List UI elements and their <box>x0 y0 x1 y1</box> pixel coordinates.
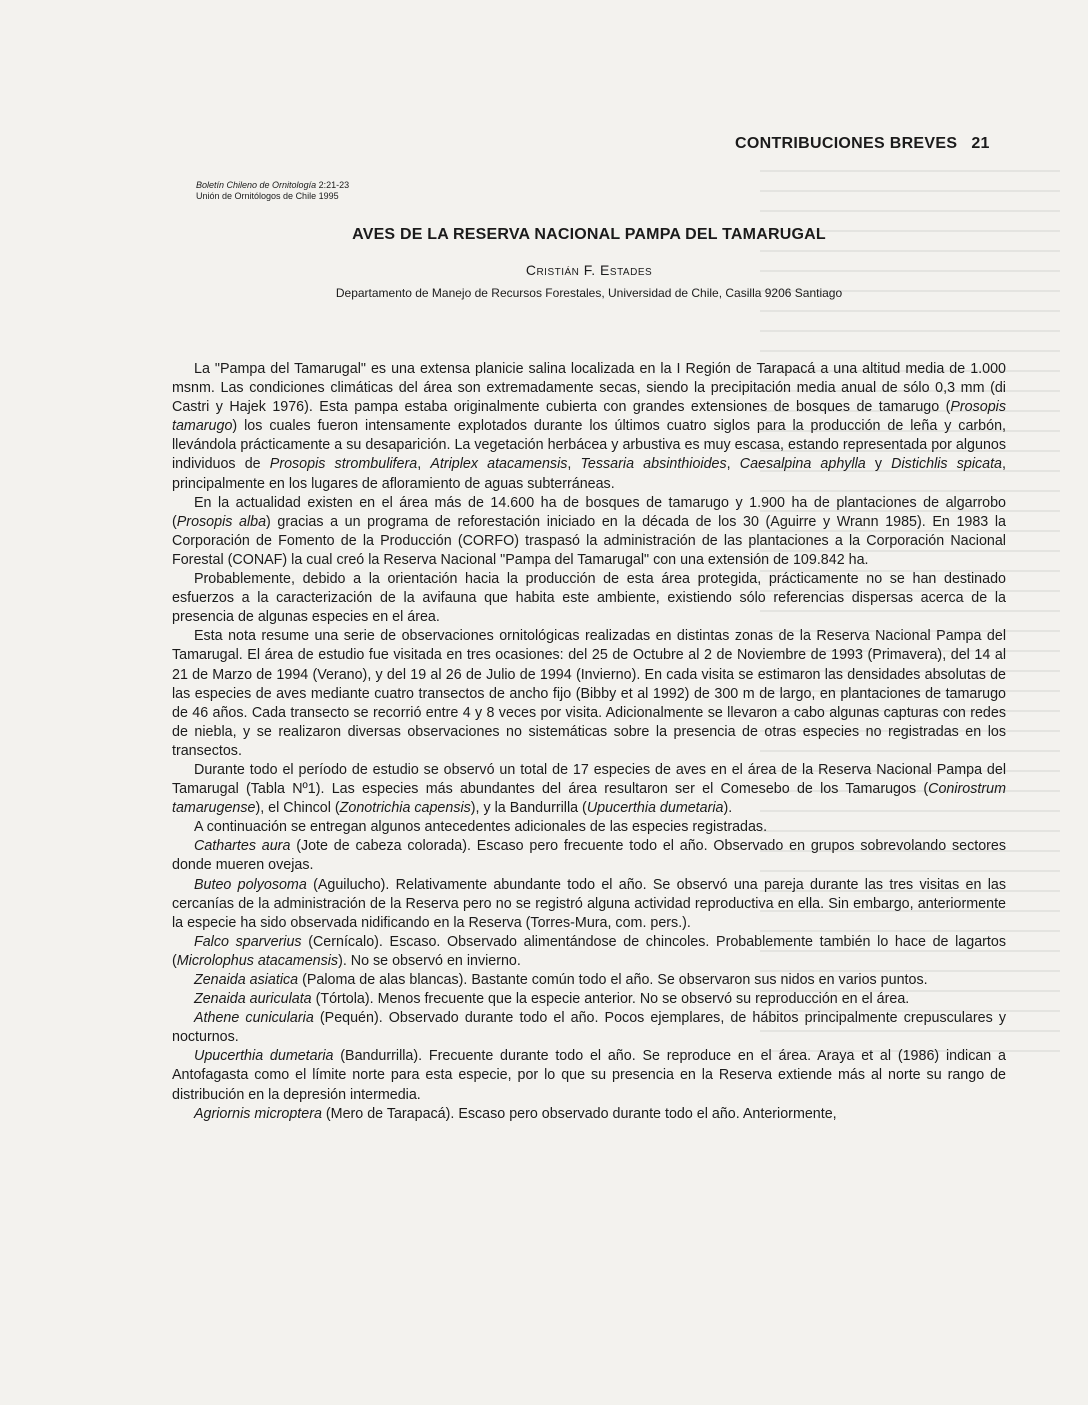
paragraph-text: Esta nota resume una serie de observaciones ornitológicas realizadas en distintas zonas de la Reserva Nacional Pampa del Tamarugal. El área de estudio fue visitada en tres ocasiones: del 25 de Octubre al 2 de Noviembre de 1993 (Primavera), del 14 al 21 de Marzo de 1994 (Verano), y del 19 al 26 de Julio de 1994 (Invierno). En cada visita se estimaron las densidades absolutas de las especies de aves mediante cuatro transectos de ancho fijo (Bibby et al 1992) de 300 m de largo, en plantaciones de tamarugo de 46 años. Cada transecto se recorrió entre 4 y 8 veces por visita. Adicionalmente se llevaron a cabo algunas capturas con redes de niebla, y se realizaron diversas observaciones no sistemáticas sobre la presencia de otras especies no registradas en los transectos. <box>172 628 1006 759</box>
section-title: CONTRIBUCIONES BREVES <box>735 135 958 152</box>
paragraph-text: (Mero de Tarapacá). Escaso pero observado durante todo el año. Anteriormente, <box>321 1105 837 1122</box>
paragraph-text: (Cernícalo). Escaso. Observado alimentándose de chincoles. Probablemente también lo hace de lagartos ( <box>172 933 1006 969</box>
paragraph-text: En la actualidad existen en el área más de 14.600 ha de bosques de tamarugo y 1.900 ha de plantaciones de algarrobo ( <box>172 494 1006 530</box>
article-author: Cristián F. Estades <box>525 262 653 278</box>
species-name: Atriplex atacamensis <box>430 456 568 473</box>
paragraph-text: La "Pampa del Tamarugal" es una extensa planicie salina localizada en la I Región de Tarapacá a una altitud media de 1.000 msnm. Las condiciones climáticas del área son extremadamente secas, siendo la precipitación media anual de sólo 0,3 mm (di Castri y Hajek 1976). Esta pampa estaba originalmente cubierta con grandes extensiones de bosques de tamarugo ( <box>172 361 1006 416</box>
paragraph-text: y <box>865 456 892 473</box>
species-name: Agriornis microptera <box>194 1105 322 1122</box>
species-name: Athene cunicularia <box>194 1010 314 1027</box>
species-name: Prosopis alba <box>176 513 267 530</box>
journal-publisher: Unión de Ornitólogos de Chile 1995 <box>196 191 339 201</box>
paragraph-text: ) gracias a un programa de reforestación iniciado en la década de los 30 (Aguirre y Wrann 1985). En 1983 la Corporación de Fomento de la Producción (CORFO) traspasó la administración de las plantaciones a la Corporación Nacional Forestal (CONAF) la cual creó la Reserva Nacional "Pampa del Tamarugal" con una extensión de 109.842 ha. <box>172 513 1006 568</box>
paragraph-text: (Tórtola). Menos frecuente que la especie anterior. No se observó su reproducción en el área. <box>311 991 910 1008</box>
body-paragraph <box>172 1105 1006 1124</box>
body-paragraph <box>172 360 1006 494</box>
body-paragraph <box>172 818 1006 837</box>
body-paragraph <box>172 1047 1006 1104</box>
species-name: Buteo polyosoma <box>194 876 307 893</box>
article-body <box>172 360 1006 1124</box>
species-name: Microlophus atacamensis <box>176 952 339 969</box>
paragraph-text: (Aguilucho). Relativamente abundante todo el año. Se observó una pareja durante las tres visitas en las cercanías de la administración de la Reserva pero no se registró alguna actividad reproductiva en ella. Sin embargo, anteriormente la especie ha sido observada nidificando en la Reserva (Torres-Mura, com. pers.). <box>172 876 1006 931</box>
body-paragraph <box>172 971 1006 990</box>
species-name: Falco sparverius <box>194 933 302 950</box>
body-paragraph <box>172 876 1006 933</box>
journal-name: Boletín Chileno de Ornitología <box>196 180 317 190</box>
body-paragraph <box>172 570 1006 627</box>
paragraph-text: A continuación se entregan algunos antecedentes adicionales de las especies registradas. <box>194 819 768 836</box>
species-name: Zonotrichia capensis <box>339 800 471 817</box>
species-name: Caesalpina aphylla <box>739 456 866 473</box>
species-name: Prosopis strombulifera <box>269 456 418 473</box>
article-title: AVES DE LA RESERVA NACIONAL PAMPA DEL TAMARUGAL <box>352 226 826 243</box>
species-name: Cathartes aura <box>194 838 291 855</box>
paragraph-text: ) los cuales fueron intensamente explotados durante los últimos cuatro siglos para la producción de leña y carbón, llevándola prácticamente a su desaparición. La vegetación herbácea y arbustiva es muy escasa, estando representada por algunos individuos de <box>172 418 1006 473</box>
species-name: Zenaida asiatica <box>194 972 299 988</box>
paragraph-text: Probablemente, debido a la orientación hacia la producción de esta área protegida, prácticamente no se han destinado esfuerzos a la caracterización de la avifauna que habita este ambiente, existiendo sólo referencias dispersas acerca de la presencia de algunas especies en el área. <box>172 571 1006 626</box>
body-paragraph <box>172 1009 1006 1047</box>
author-affiliation: Departamento de Manejo de Recursos Forestales, Universidad de Chile, Casilla 9206 Santiago <box>335 286 843 300</box>
paragraph-text: , principalmente en los lugares de afloramiento de aguas subterráneas. <box>172 456 1006 492</box>
species-name: Tessaria absinthioides <box>580 456 727 473</box>
paragraph-text: ), y la Bandurrilla ( <box>470 800 587 817</box>
paragraph-text: ). <box>723 800 733 817</box>
paragraph-text: ), el Chincol ( <box>255 800 340 817</box>
species-name: Zenaida auriculata <box>194 991 312 1008</box>
paragraph-text: (Pequén). Observado durante todo el año. Pocos ejemplares, de hábitos principalmente crepusculares y nocturnos. <box>172 1010 1006 1046</box>
paragraph-text: Durante todo el período de estudio se observó un total de 17 especies de aves en el área de la Reserva Nacional Pampa del Tamarugal (Tabla Nº1). Las especies más abundantes del área resultaron ser el Comesebo de los Tamarugos ( <box>172 761 1006 798</box>
paragraph-text: (Jote de cabeza colorada). Escaso pero frecuente todo el año. Observado en grupos sobrevolando sectores donde mueren ovejas. <box>172 838 1007 874</box>
body-paragraph <box>172 627 1006 761</box>
body-paragraph <box>172 837 1006 875</box>
running-head <box>735 135 990 153</box>
species-name: Upucerthia dumetaria <box>586 800 724 817</box>
species-name: Conirostrum tamarugense <box>172 781 1006 817</box>
paragraph-text: (Paloma de alas blancas). Bastante común todo el año. Se observaron sus nidos en varios puntos. <box>298 972 928 988</box>
species-name: Prosopis tamarugo <box>172 399 1006 435</box>
page-number: 21 <box>971 135 990 152</box>
paragraph-text: , <box>726 456 740 473</box>
species-name: Upucerthia dumetaria <box>194 1048 334 1065</box>
body-paragraph <box>172 990 1006 1009</box>
paragraph-text: , <box>567 456 581 473</box>
paragraph-text: , <box>417 456 431 473</box>
journal-volume: 2:21-23 <box>318 180 350 190</box>
body-paragraph <box>172 933 1006 971</box>
species-name: Distichlis spicata <box>891 456 1003 473</box>
paragraph-text: ). No se observó en invierno. <box>338 952 521 969</box>
body-paragraph <box>172 761 1006 818</box>
paragraph-text: (Bandurrilla). Frecuente durante todo el año. Se reproduce en el área. Araya et al (1986) indican a Antofagasta como el límite norte para esta especie, por lo que su presencia en la Reserva extiende más al norte su rango de distribución en la depresión intermedia. <box>172 1048 1006 1103</box>
journal-citation <box>196 180 349 202</box>
body-paragraph <box>172 494 1006 570</box>
